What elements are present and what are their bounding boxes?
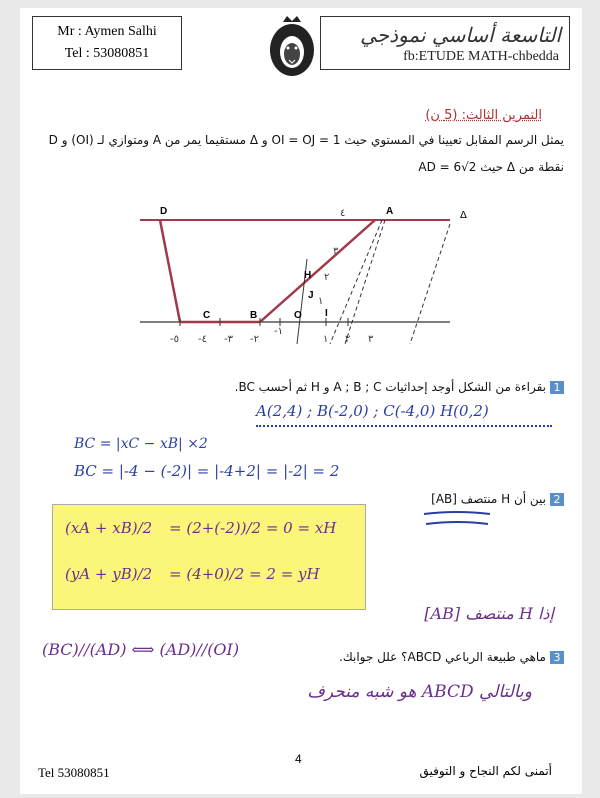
question-3-number: 3 bbox=[550, 651, 564, 664]
side-tick-4: ٤ bbox=[340, 208, 346, 219]
point-label-d: D bbox=[160, 206, 168, 217]
footer-wish: أتمنى لكم النجاح و التوفيق bbox=[419, 764, 552, 778]
side-tick-1: ١ bbox=[318, 296, 324, 307]
brand-arabic: التاسعة أساسي نموذجي bbox=[360, 23, 561, 47]
teacher-phone: Tel : 53080851 bbox=[64, 46, 150, 61]
teacher-box bbox=[32, 16, 182, 70]
q3-answer: وبالتالي ABCD هو شبه منحرف bbox=[307, 682, 532, 702]
axis-tick-m5: -٥ bbox=[170, 334, 179, 345]
proof-x-right: = (2+(-2))/2 = 0 = xH bbox=[169, 519, 337, 537]
axis-tick-m3: -٣ bbox=[224, 334, 233, 345]
question-1 bbox=[235, 380, 564, 394]
proof-y-left: (yA + yB)/2 bbox=[65, 565, 153, 583]
axis-tick-m4: -٤ bbox=[198, 334, 207, 345]
q1-bc-calc: BC = |-4 − (-2)| = |-4+2| = |-2| = 2 bbox=[74, 462, 340, 480]
point-label-h: H bbox=[304, 270, 312, 281]
question-2-text: بين أن H منتصف [AB] bbox=[431, 492, 546, 506]
question-1-number: 1 bbox=[550, 381, 564, 394]
exercise-title: التمرين الثالث: (5 ن) bbox=[425, 108, 542, 123]
point-label-j: J bbox=[308, 290, 314, 301]
q1-bc-formula: BC = |xC − xB| ×2 bbox=[74, 436, 208, 452]
point-label-b: B bbox=[250, 310, 258, 321]
worksheet-page bbox=[20, 8, 582, 794]
proof-y-right: = (4+0)/2 = 2 = yH bbox=[169, 565, 320, 583]
lion-logo-icon bbox=[265, 14, 319, 78]
q1-answer-coords: A(2,4) ; B(-2,0) ; C(-4,0) H(0,2) bbox=[256, 402, 489, 420]
statement-line-1: يمثل الرسم المقابل تعيينا في المستوي حيث OI = OJ = 1 و Δ مستقيما يمر من A ومتوازي لـ (OI) و D bbox=[48, 133, 564, 147]
statement-line-2: نقطة من Δ حيث AD = 6√2 bbox=[418, 160, 564, 174]
side-tick-3: ٣ bbox=[333, 246, 339, 257]
q3-reason: (BC)//(AD) ⟺ (AD)//(OI) bbox=[42, 640, 240, 659]
question-2 bbox=[431, 492, 564, 506]
axis-tick-m1: -١ bbox=[274, 326, 283, 337]
coordinate-figure bbox=[120, 194, 480, 354]
axis-tick-p1: ١ bbox=[323, 334, 329, 345]
line-label-delta: Δ bbox=[460, 210, 467, 221]
footer-phone: Tel 53080851 bbox=[38, 765, 110, 780]
question-3 bbox=[339, 650, 564, 664]
midpoint-proof-box bbox=[52, 504, 366, 610]
axis-tick-p2: ٢ bbox=[345, 334, 351, 345]
point-label-c: C bbox=[203, 310, 211, 321]
teacher-name: Mr : Aymen Salhi bbox=[57, 24, 157, 39]
facebook-page: fb:ETUDE MATH-chbedda bbox=[403, 49, 559, 64]
question-3-text: ماهي طبيعة الرباعي ABCD؟ علل جوابك. bbox=[339, 650, 546, 664]
point-label-a: A bbox=[386, 206, 394, 217]
answer-dotted-line bbox=[256, 425, 552, 427]
brand-box bbox=[320, 16, 570, 70]
side-tick-2: ٢ bbox=[324, 272, 330, 283]
axis-tick-p3: ٣ bbox=[368, 334, 374, 345]
underline-scribble-icon bbox=[422, 508, 492, 530]
axis-tick-m2: -٢ bbox=[250, 334, 259, 345]
page-number: 4 bbox=[295, 752, 302, 766]
point-label-o: O bbox=[294, 310, 302, 321]
proof-x-left: (xA + xB)/2 bbox=[65, 519, 153, 537]
point-label-i: I bbox=[325, 308, 328, 319]
question-1-text: بقراءة من الشكل أوجد إحداثيات A ; B ; C و H ثم أحسب BC. bbox=[234, 380, 546, 394]
q2-conclusion: إذا H منتصف [AB] bbox=[424, 604, 554, 623]
question-2-number: 2 bbox=[550, 493, 564, 506]
